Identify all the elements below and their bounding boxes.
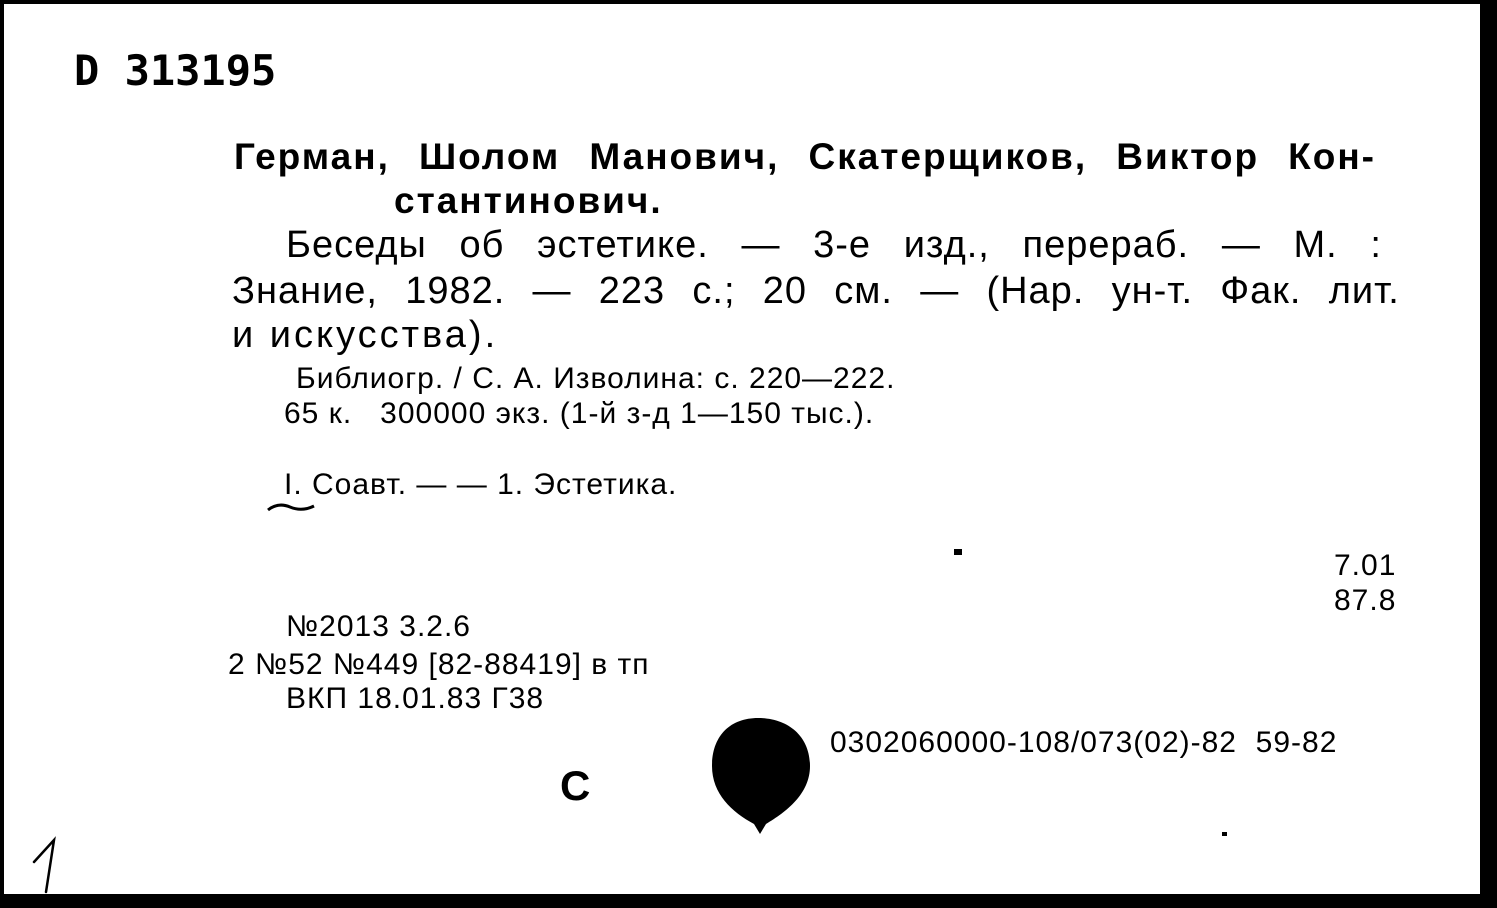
title-word: изд., [903, 224, 990, 266]
price-note: 65 к. 300000 экз. (1-й з-д 1—150 тыс.). [284, 397, 875, 430]
catalog-card [4, 4, 1486, 894]
catalog-code: 0302060000-108/073(02)-82 59-82 [830, 726, 1338, 759]
title-word: ун-т. [1111, 270, 1193, 312]
title-word: 20 [762, 270, 808, 312]
letter-c: С [560, 762, 591, 809]
tilde-underline-mark [266, 500, 318, 514]
heading-word: Герман, [234, 136, 390, 177]
title-word: 223 [598, 270, 666, 312]
title-word: — [741, 224, 781, 266]
title-word: эстетике. [537, 224, 709, 266]
title-word: Фак. [1220, 270, 1302, 312]
classification-1: 7.01 [1334, 549, 1397, 582]
heading-word: Манович, [589, 136, 780, 177]
title-word: — [1221, 224, 1261, 266]
author-heading-line1 [234, 136, 1376, 178]
author-heading-line2: стантинович. [394, 180, 663, 221]
title-word: 1982. [405, 270, 506, 312]
dot-mark [954, 549, 962, 555]
heading-word: Шолом [418, 136, 561, 177]
title-word: — [532, 270, 572, 312]
title-word: об [459, 224, 505, 266]
classification-2: 87.8 [1334, 584, 1397, 617]
title-word: с.; [692, 270, 736, 312]
heading-word: Скатерщиков, [808, 136, 1088, 177]
heading-word: Кон- [1288, 136, 1376, 177]
title-word: перераб. [1022, 224, 1190, 266]
title-word: — [920, 270, 960, 312]
title-line2 [232, 270, 1400, 313]
title-line3: и искусства). [232, 314, 499, 356]
title-word: см. [834, 270, 893, 312]
bibliography-note: Библиогр. / С. А. Изволина: с. 220—222. [296, 362, 896, 395]
title-word: Беседы [286, 224, 427, 266]
title-word: (Нар. [986, 270, 1085, 312]
order-line2: 2 №52 №449 [82-88419] в тп [228, 648, 650, 681]
tracing: I. Соавт. — — 1. Эстетика. [284, 468, 678, 501]
order-line3: ВКП 18.01.83 Г38 [286, 682, 545, 715]
handwritten-one [30, 834, 70, 894]
dot-mark-2 [1222, 832, 1227, 836]
title-word: Знание, [232, 270, 378, 312]
title-word: 3-е [813, 224, 872, 266]
title-word: М. [1293, 224, 1338, 266]
order-line1: №2013 3.2.6 [286, 610, 471, 643]
title-word: лит. [1328, 270, 1400, 312]
heading-word: Виктор [1116, 136, 1260, 177]
title-word: : [1370, 224, 1382, 266]
call-number: D 313195 [74, 46, 277, 95]
title-line1 [286, 224, 1382, 267]
punch-hole [708, 714, 818, 839]
